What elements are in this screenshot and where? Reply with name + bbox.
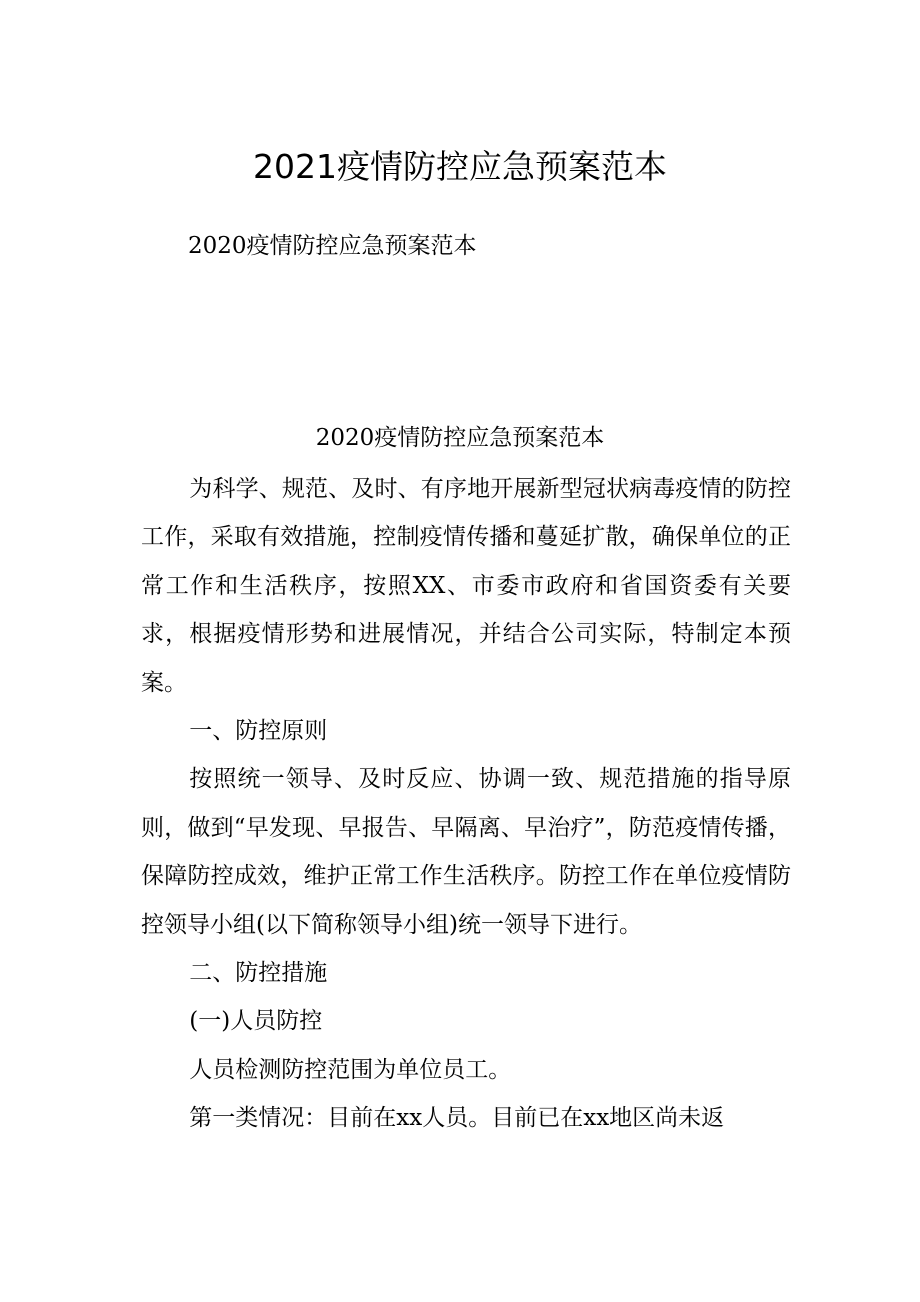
paragraph-intro: 为科学、规范、及时、有序地开展新型冠状病毒疫情的防控工作，采取有效措施，控制疫情传播和蔓延扩散，确保单位的正常工作和生活秩序，按照XX、市委市政府和省国资委有关要求，根据疫情形势和进展情况，并结合公司实际，特制定本预案。 [141,476,791,696]
paragraph-first-category: 第一类情况：目前在xx人员。目前已在xx地区尚未返 [189,1105,725,1132]
heading-personnel-control: (一)人员防控 [189,1008,323,1035]
document-body [141,465,791,1143]
heading-measures: 二、防控措施 [189,960,328,987]
document-subtitle: 2020疫情防控应急预案范本 [188,233,477,259]
heading-principles: 一、防控原则 [189,718,328,745]
paragraph-principles: 按照统一领导、及时反应、协调一致、规范措施的指导原则，做到“早发现、早报告、早隔离、早治疗”，防范疫情传播，保障防控成效，维护正常工作生活秩序。防控工作在单位疫情防控领导小组(以下简称领导小组)统一领导下进行。 [141,766,791,938]
paragraph-scope: 人员检测防控范围为单位员工。 [189,1056,512,1083]
section-heading: 2020疫情防控应急预案范本 [315,425,605,451]
document-title: 2021疫情防控应急预案范本 [253,147,667,186]
